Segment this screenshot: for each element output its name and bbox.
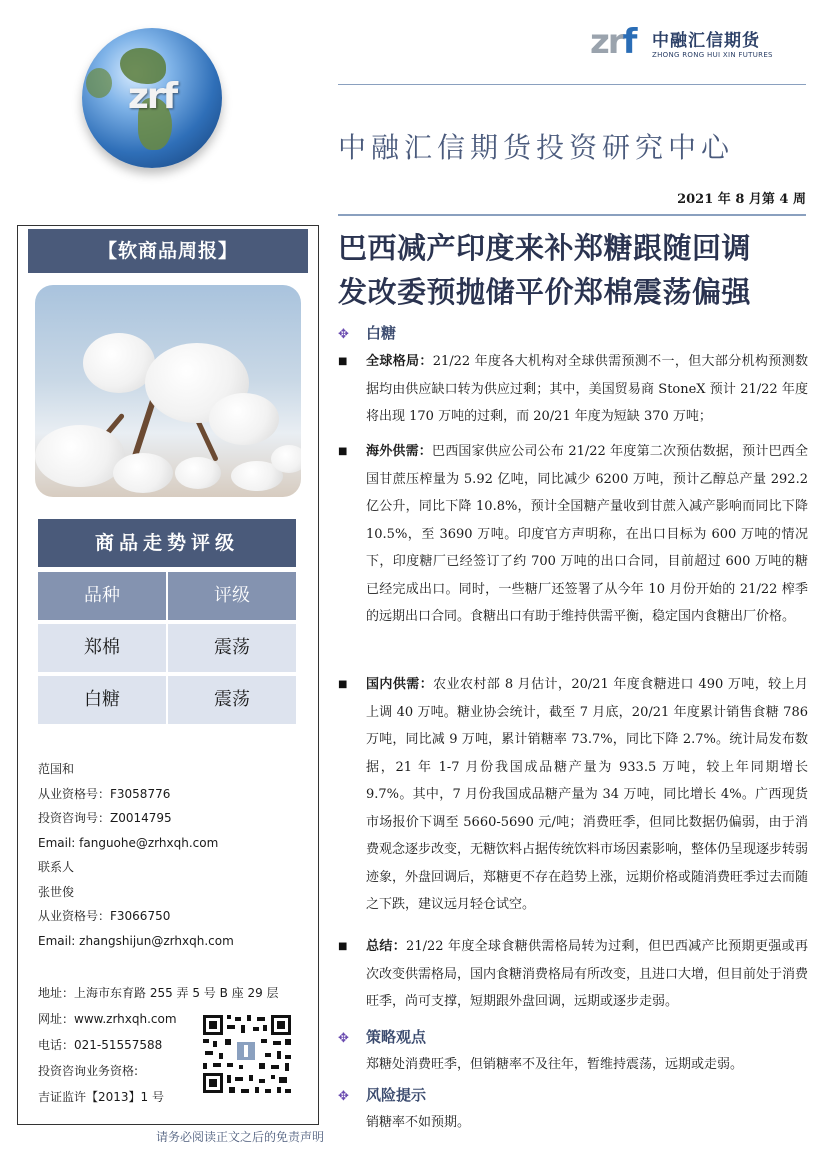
report-type-tag: 【软商品周报】 — [28, 229, 308, 273]
globe-logo-text: zrf — [127, 76, 177, 117]
contact-label: 联系人 — [38, 860, 75, 874]
risk-text: 销糖率不如预期。 — [366, 1115, 471, 1130]
contact-email: Email: zhangshijun@zrhxqh.com — [38, 933, 234, 948]
section-sugar-title: 白糖 — [366, 324, 397, 342]
rating-cell-commodity: 郑棉 — [38, 624, 166, 672]
paragraph-lead: 国内供需： — [366, 677, 434, 692]
paragraph-text: 21/22 年度全球食糖供需格局转为过剩，但巴西减产比预期更强或再次改变供需格局，国内食糖消费格局有所改变，且进口大增，但目前处于消费旺季，尚可支撑，短期跟外盘回调，远期或逐步走弱。 — [366, 939, 809, 1009]
headline-line: 发改委预抛储平价郑棉震荡偏强 — [338, 275, 752, 309]
paragraph-lead: 全球格局： — [366, 354, 433, 369]
cotton-boll — [209, 393, 279, 445]
paragraph-text: 农业农村部 8 月估计，20/21 年度食糖进口 490 万吨，较上月上调 40 万吨。糖业协会统计，截至 7 月底，20/21 年度累计销售食糖 786 万吨，同比减 9 万吨，累计销糖率 73.7%，同比下降 2.7%。统计局发布数据，21 年 1-7 月份我国成品糖产量为 933.5 万吨，较上年同期增长 9.7%。其中，7 月份我国成品糖产量为 34 万吨，同比增长 4%。广西现货市场报价下调至 5660-5690 元/吨；消费旺季，但同比数据仍偏弱，由于消费观念逐步改变，无糖饮料占据传统饮料市场因素影响，整体仍呈现逐步转弱迹象，外盘回调后，郑糖更不存在趋势上涨，远期价格或随消费旺季过去而随之下跌，建议远月轻仓试空。 — [366, 677, 809, 912]
consulting-license-number: 吉证监许【2013】1 号 — [38, 1090, 164, 1104]
rating-cell-commodity: 白糖 — [38, 676, 166, 724]
section-marker-icon: ✥ — [338, 1031, 349, 1046]
cotton-boll — [113, 453, 173, 493]
company-phone: 电话：021-51557588 — [38, 1038, 163, 1052]
cotton-boll — [271, 445, 301, 473]
section-risk-heading — [338, 1084, 426, 1105]
strategy-text: 郑糖处消费旺季，但销糖率不及往年，暂维持震荡，远期或走弱。 — [366, 1057, 744, 1072]
paragraph-lead: 总结： — [366, 939, 407, 954]
square-bullet-icon: ■ — [338, 356, 348, 367]
brand-name: 中融汇信期货 — [652, 31, 760, 51]
globe-logo — [82, 28, 222, 168]
analyst-email: Email: fanguohe@zrhxqh.com — [38, 835, 219, 850]
square-bullet-icon: ■ — [338, 679, 348, 690]
cotton-boll — [175, 457, 221, 489]
analyst-consult-no: 投资咨询号：Z0014795 — [38, 811, 172, 825]
rating-table-title: 商品走势评级 — [38, 519, 296, 567]
brand-subtitle: ZHONG RONG HUI XIN FUTURES — [652, 51, 773, 59]
disclaimer-note: 请务必阅读正文之后的免责声明 — [155, 1130, 324, 1144]
research-center-title: 中融汇信期货投资研究中心 — [338, 131, 735, 164]
header-divider — [338, 84, 806, 85]
report-headline — [338, 226, 808, 314]
rating-header-commodity: 品种 — [38, 572, 166, 620]
square-bullet-icon: ■ — [338, 446, 348, 457]
section-strategy-heading — [338, 1026, 426, 1047]
analyst-contacts — [38, 757, 308, 953]
analyst-name: 范国和 — [38, 762, 75, 776]
paragraph-global — [338, 348, 808, 431]
paragraph-text: 21/22 年度各大机构对全球供需预测不一，但大部分机构预测数据均由供应缺口转为供应过剩；其中，美国贸易商 StoneX 预计 21/22 年度将出现 170 万吨的过剩，而 20/21 年度为短缺 370 万吨； — [366, 354, 808, 424]
qr-code-icon — [201, 1013, 293, 1095]
consulting-qualification-label: 投资咨询业务资格: — [38, 1064, 139, 1078]
rating-cell-rating: 震荡 — [168, 624, 296, 672]
section-marker-icon: ✥ — [338, 1089, 349, 1104]
section-sugar-heading — [338, 322, 396, 343]
brand-mark-f: f — [622, 22, 636, 62]
paragraph-lead: 海外供需： — [366, 444, 433, 459]
company-website: 网址：www.zrhxqh.com — [38, 1012, 177, 1026]
section-marker-icon: ✥ — [338, 327, 349, 342]
issue-date: 2021 年 8 月第 4 周 — [677, 192, 806, 207]
company-address: 地址：上海市东育路 255 弄 5 号 B 座 29 层 — [38, 986, 279, 1000]
square-bullet-icon: ■ — [338, 941, 348, 952]
paragraph-text: 巴西国家供应公司公布 21/22 年度第二次预估数据，预计巴西全国甘蔗压榨量为 5.92 亿吨，同比减少 6200 万吨，预计乙醇总产量 292.2 亿公升，同比下降 10.8%，预计全国糖产量收到甘蔗入减产影响而同比下降 10.5%，至 3690 万吨。印度官方声明称，在出口目标为 600 万吨的情况下，印度糖厂已经签订了约 700 万吨的出口合同，目前超过 600 万吨的糖已经完成出口。同时，一些糖厂还签署了从今年 10 月份开始的 21/22 榨季的远期出口合同。食糖出口有助于维持供需平衡，稳定国内食糖出厂价格。 — [366, 444, 808, 624]
rating-header-rating: 评级 — [168, 572, 296, 620]
date-divider — [338, 214, 806, 216]
paragraph-overseas — [338, 438, 808, 631]
section-strategy-title: 策略观点 — [366, 1028, 427, 1046]
contact-name: 张世俊 — [38, 884, 75, 899]
cotton-boll — [35, 425, 125, 487]
brand-mark — [590, 22, 635, 62]
company-info — [38, 980, 279, 1110]
brand-mark-zr: zr — [590, 22, 623, 62]
paragraph-summary — [338, 933, 808, 1016]
rating-cell-rating: 震荡 — [168, 676, 296, 724]
paragraph-domestic — [338, 671, 808, 919]
section-risk-title: 风险提示 — [366, 1086, 427, 1104]
analyst-license: 从业资格号：F3058776 — [38, 786, 171, 801]
cotton-photo — [35, 285, 301, 497]
brand-logo — [590, 22, 790, 66]
headline-line: 巴西减产印度来补郑糖跟随回调 — [338, 231, 752, 265]
contact-license: 从业资格号：F3066750 — [38, 909, 171, 923]
